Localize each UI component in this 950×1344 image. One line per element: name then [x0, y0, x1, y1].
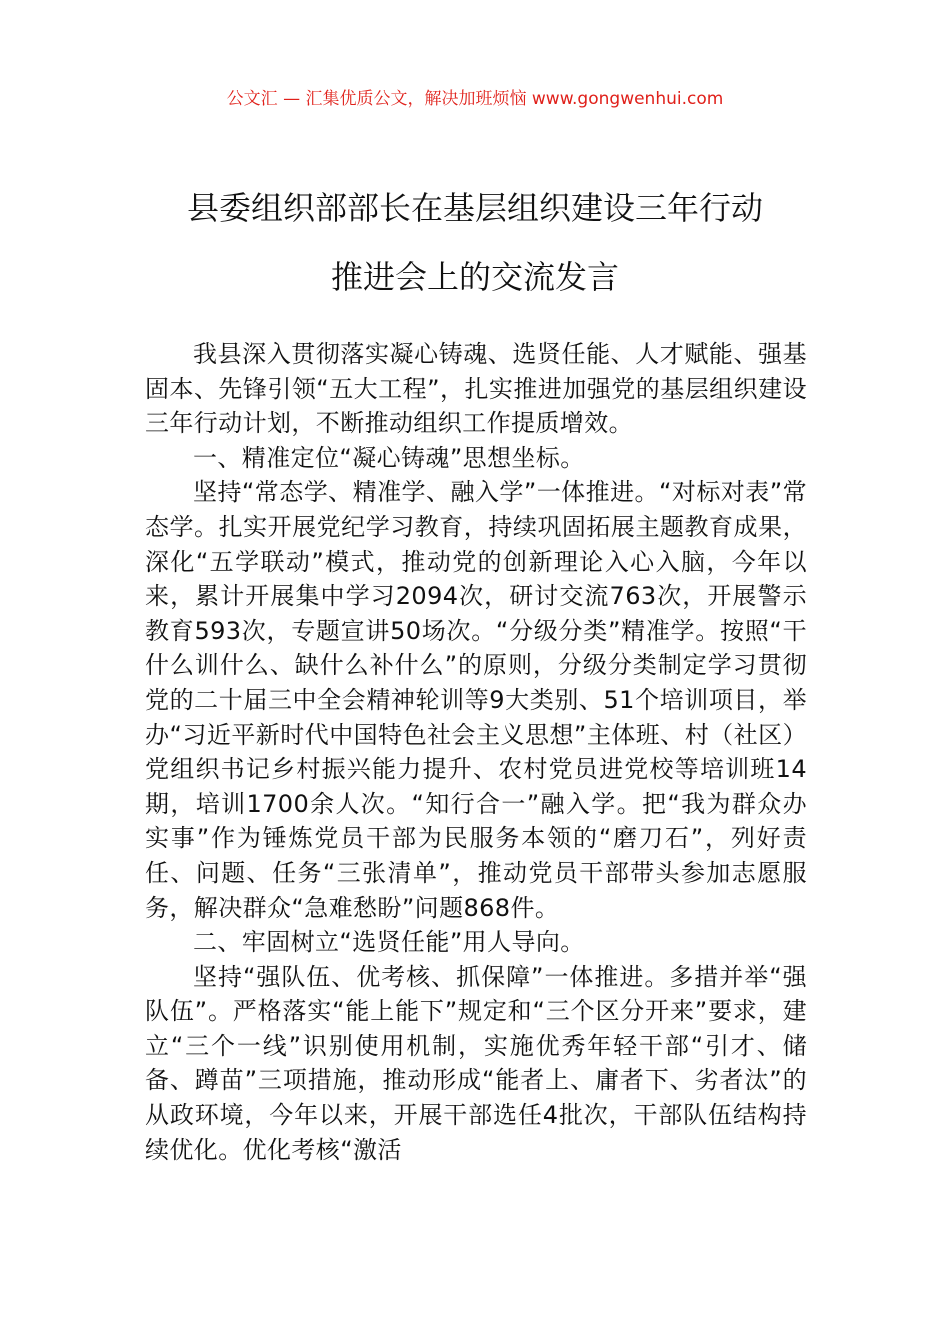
paragraph-section-2: 坚持“强队伍、优考核、抓保障”一体推进。多措并举“强队伍”。严格落实“能上能下”规定和“三个区分开来”要求，建立“三个一线”识别使用机制，实施优秀年轻干部“引才、储备、蹲苗”三项措施，推动形成“能者上、庸者下、劣者汰”的从政环境，今年以来，开展干部选任4批次，干部队伍结构持续优化。优化考核“激活: [145, 962, 807, 1164]
section-heading-1: 一、精准定位“凝心铸魂”思想坐标。: [193, 443, 585, 472]
document-title-line-1: 县委组织部部长在基层组织建设三年行动: [186, 189, 763, 227]
paragraph-intro: 我县深入贯彻落实凝心铸魂、选贤任能、人才赋能、强基固本、先锋引领“五大工程”，扎实推进加强党的基层组织建设三年行动计划，不断推动组织工作提质增效。: [145, 340, 807, 438]
header-banner: 公文汇 — 汇集优质公文，解决加班烦恼 www.gongwenhui.com: [226, 89, 724, 109]
section-heading-2: 二、牢固树立“选贤任能”用人导向。: [193, 928, 585, 957]
document-title-line-2: 推进会上的交流发言: [330, 258, 619, 296]
paragraph-section-1: 坚持“常态学、精准学、融入学”一体推进。“对标对表”常态学。扎实开展党纪学习教育，持续巩固拓展主题教育成果，深化“五学联动”模式，推动党的创新理论入心入脑，今年以来，累计开展集中学习2094次，研讨交流763次，开展警示教育593次，专题宣讲50场次。“分级分类”精准学。按照“干什么训什么、缺什么补什么”的原则，分级分类制定学习贯彻党的二十届三中全会精神轮训等9大类别、51个培训项目，举办“习近平新时代中国特色社会主义思想”主体班、村（社区）党组织书记乡村振兴能力提升、农村党员进党校等培训班14期，培训1700余人次。“知行合一”融入学。把“我为群众办实事”作为锤炼党员干部为民服务本领的“磨刀石”，列好责任、问题、任务“三张清单”，推动党员干部带头参加志愿服务，解决群众“急难愁盼”问题868件。: [145, 478, 807, 922]
document-body: [145, 337, 807, 1167]
